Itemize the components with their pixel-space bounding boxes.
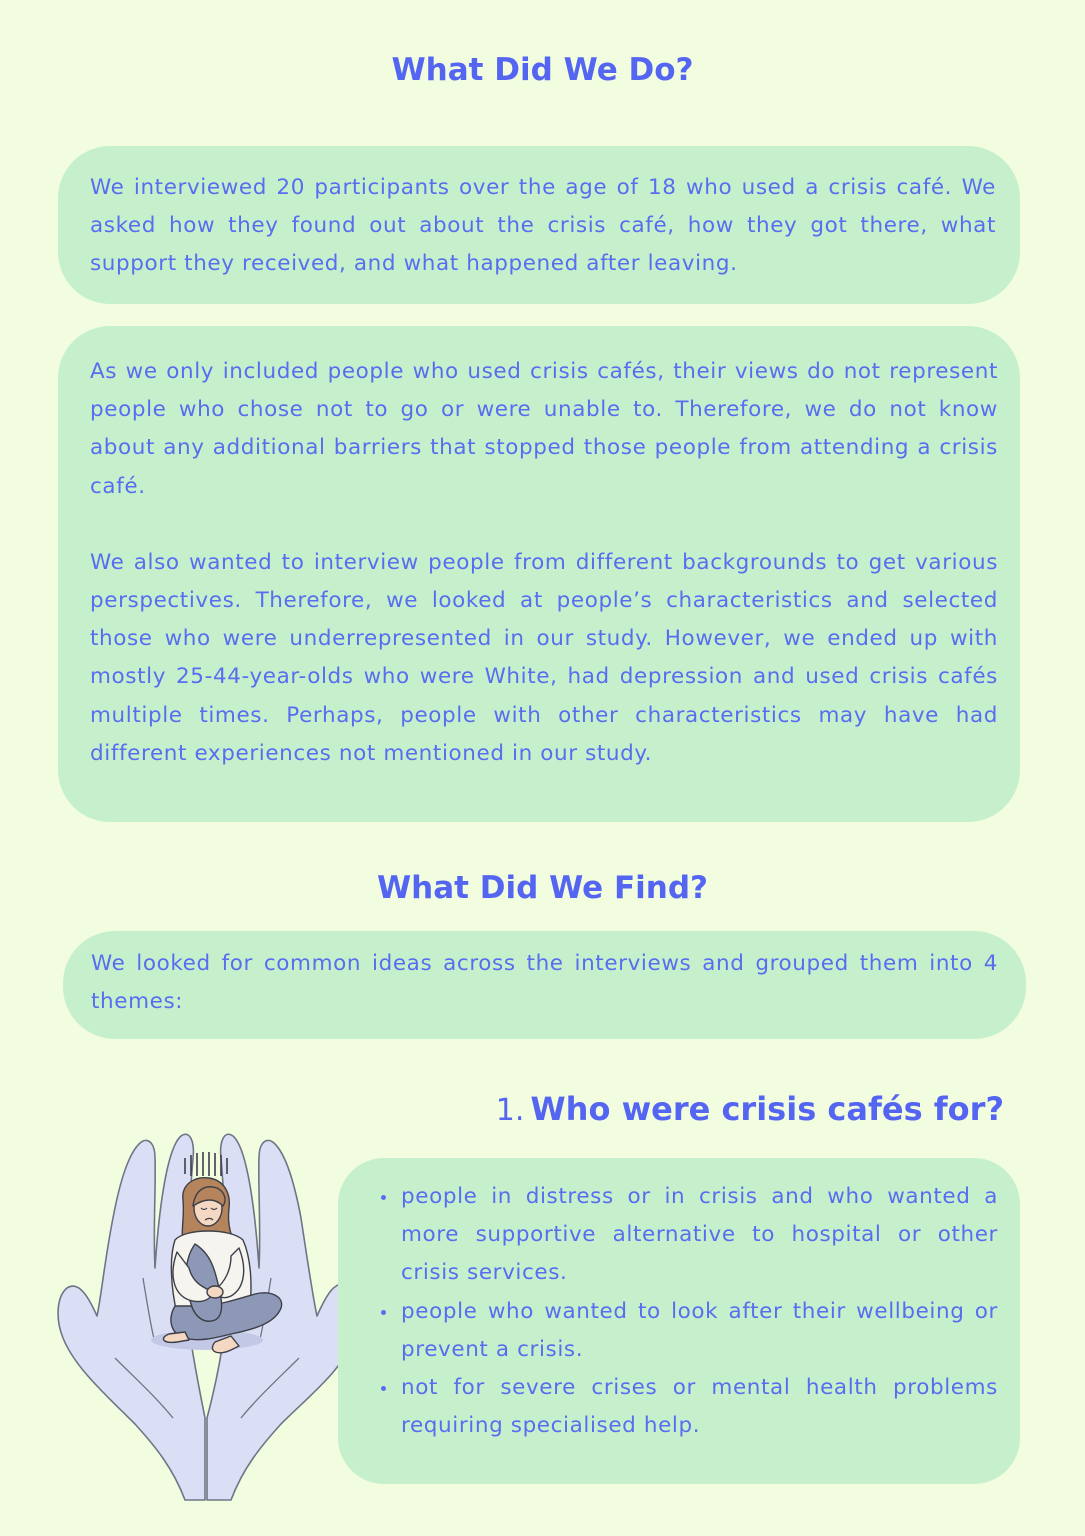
hands-holding-person-illustration	[55, 1128, 360, 1506]
theme-number: 1.	[495, 1093, 525, 1128]
list-item: people in distress or in crisis and who wanted a more supportive alternative to hospital or other crisis services.	[374, 1178, 998, 1293]
list-item: not for severe crises or mental health problems requiring specialised help.	[374, 1369, 998, 1445]
theme-1-heading	[496, 1090, 1004, 1128]
findings-intro-text: We looked for common ideas across the interviews and grouped them into 4 themes:	[91, 951, 998, 1015]
card-theme-1-bullets	[338, 1158, 1020, 1484]
limitations-paragraph-2: We also wanted to interview people from different backgrounds to get various perspectives. Therefore, we looked at people’s characteristics and selected those who were underrepresented in our study. However, we ended up with mostly 25-44-year-olds who were White, had depression and used crisis cafés multiple times. Perhaps, people with other characteristics may have had different experiences not mentioned in our study.	[90, 549, 998, 766]
card-limitations	[58, 326, 1020, 822]
methods-text: We interviewed 20 participants over the age of 18 who used a crisis café. We asked how they found out about the crisis café, how they got there, what support they received, and what happened after leaving.	[90, 175, 996, 277]
limitations-paragraph-1: As we only included people who used crisis cafés, their views do not represent people who chose not to go or were unable to. Therefore, we do not know about any additional barriers that stopped those people from attending a crisis café.	[90, 359, 998, 499]
heading-what-did-we-do: What Did We Do?	[391, 52, 694, 88]
list-item: people who wanted to look after their wellbeing or prevent a crisis.	[374, 1293, 998, 1369]
theme-1-bullet-list	[374, 1178, 998, 1445]
card-methods	[58, 146, 1020, 304]
heading-what-did-we-find: What Did We Find?	[376, 870, 709, 906]
card-findings-intro	[63, 931, 1026, 1039]
theme-title: Who were crisis cafés for?	[530, 1090, 1004, 1128]
